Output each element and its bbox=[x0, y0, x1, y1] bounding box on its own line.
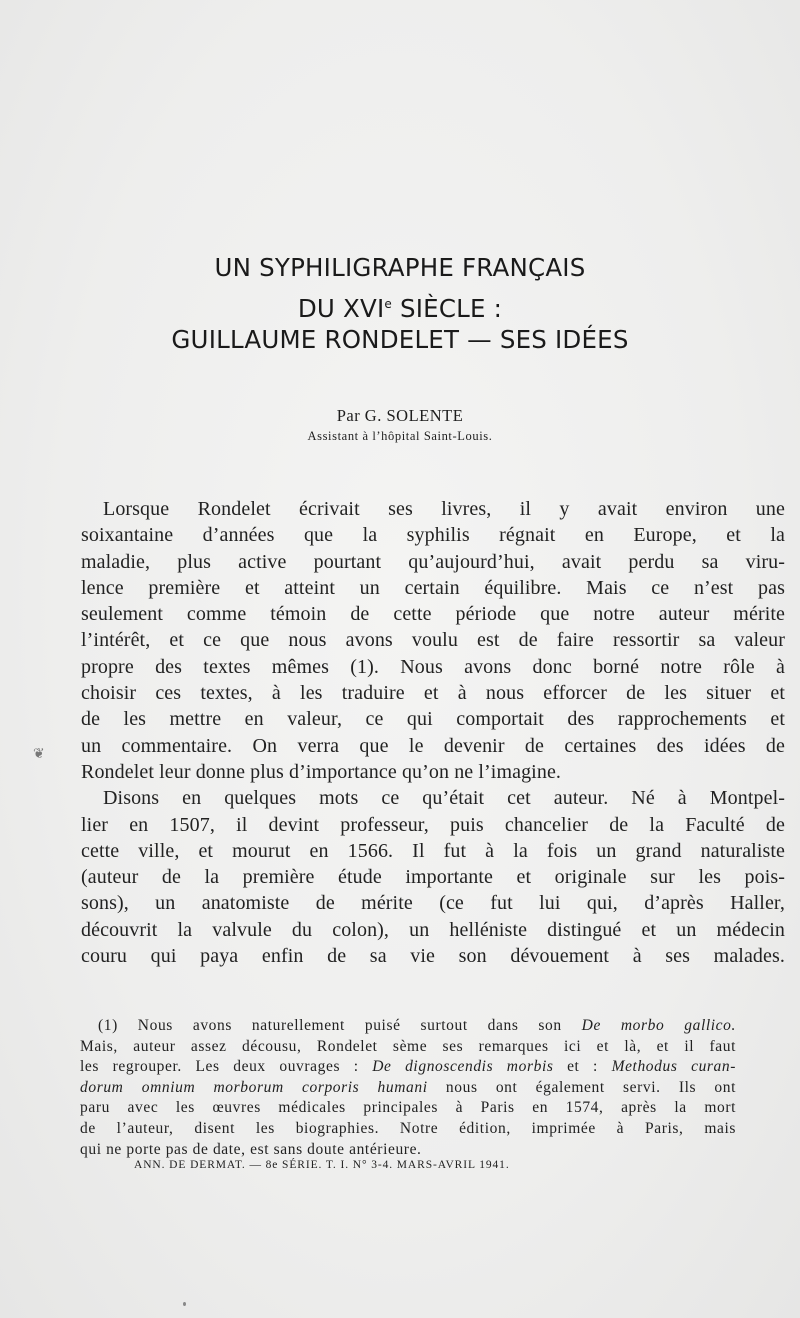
footnote-italic: De dignoscendis morbis bbox=[372, 1058, 554, 1076]
footnote-line: Mais, auteur assez décousu, Rondelet sème ses remarques ici et là, et il faut bbox=[80, 1037, 736, 1055]
footnote-line bbox=[80, 1078, 736, 1099]
body-line: choisir ces textes, à les traduire et à nous efforcer de les situer et bbox=[81, 682, 785, 705]
body-line: lier en 1507, il devint professeur, puis chancelier de la Faculté de bbox=[81, 813, 785, 836]
title-line-2 bbox=[0, 286, 800, 322]
footnote-text: et : bbox=[553, 1058, 612, 1076]
footnote bbox=[80, 1016, 736, 1160]
body-line: Lorsque Rondelet écrivait ses livres, il y avait environ une bbox=[103, 498, 785, 520]
footnote-italic: dorum omnium morborum corporis humani bbox=[80, 1078, 428, 1096]
body-line: cette ville, et mourut en 1566. Il fut à la fois un grand naturaliste bbox=[81, 839, 785, 862]
footnote-line bbox=[80, 1016, 736, 1037]
footnote-italic: De morbo gallico. bbox=[581, 1017, 736, 1034]
body-line: un commentaire. On verra que le devenir de certaines des idées de bbox=[81, 734, 785, 757]
body-line: de les mettre en valeur, ce qui comportait des rapprochements et bbox=[81, 708, 785, 731]
footnote-text: (1) Nous avons naturellement puisé surtout dans son bbox=[98, 1017, 582, 1034]
body-line: maladie, plus active pourtant qu’aujourd’hui, avait perdu sa viru- bbox=[81, 550, 785, 573]
byline bbox=[0, 405, 800, 445]
article-body bbox=[81, 496, 785, 969]
body-line: l’intérêt, et ce que nous avons voulu est de faire ressortir sa valeur bbox=[81, 629, 785, 652]
body-line: couru qui paya enfin de sa vie son dévouement à ses malades. bbox=[81, 945, 785, 968]
author-name: Par G. SOLENTE bbox=[336, 406, 464, 425]
title-line-1: UN SYPHILIGRAPHE FRANÇAIS bbox=[214, 253, 586, 282]
footnote-text: nous ont également servi. Ils ont bbox=[427, 1078, 736, 1096]
body-line: soixantaine d’années que la syphilis régnait en Europe, et la bbox=[81, 524, 785, 547]
body-line: Rondelet leur donne plus d’importance qu’on ne l’imagine. bbox=[81, 760, 562, 783]
article-title bbox=[0, 250, 800, 358]
body-line: Disons en quelques mots ce qu’était cet auteur. Né à Montpel- bbox=[103, 787, 785, 810]
body-line: découvrit la valvule du colon), un helléniste distingué et un médecin bbox=[81, 918, 785, 941]
paper-speck bbox=[183, 1302, 186, 1306]
body-line: propre des textes mêmes (1). Nous avons donc borné notre rôle à bbox=[81, 655, 785, 678]
footnote-line: paru avec les œuvres médicales principales à Paris en 1574, après la mort bbox=[80, 1099, 736, 1117]
footnote-line: de l’auteur, disent les biographies. Notre édition, imprimée à Paris, mais bbox=[80, 1119, 736, 1137]
title-line-2-start: DU XVI bbox=[297, 294, 385, 323]
body-line: sons), un anatomiste de mérite (ce fut lui qui, d’après Haller, bbox=[81, 892, 785, 915]
footnote-italic: Methodus curan- bbox=[611, 1058, 737, 1076]
footnote-line bbox=[80, 1057, 736, 1078]
title-line-3: GUILLAUME RONDELET — SES IDÉES bbox=[171, 325, 629, 354]
margin-mark: ❦ bbox=[33, 747, 45, 762]
author-affiliation: Assistant à l’hôpital Saint-Louis. bbox=[307, 429, 493, 443]
footnote-text: les regrouper. Les deux ouvrages : bbox=[80, 1058, 373, 1076]
body-line: seulement comme témoin de cette période que notre auteur mérite bbox=[81, 603, 785, 626]
body-line: (auteur de la première étude importante et originale sur les pois- bbox=[81, 866, 785, 889]
footnote-line: qui ne porte pas de date, est sans doute antérieure. bbox=[80, 1140, 422, 1158]
body-line: lence première et atteint un certain équilibre. Mais ce n’est pas bbox=[81, 576, 785, 599]
title-superscript: e bbox=[384, 297, 393, 311]
journal-reference: ANN. DE DERMAT. — 8e SÉRIE. T. I. N° 3-4. MARS-AVRIL 1941. bbox=[134, 1159, 510, 1171]
title-line-2-end: SIÈCLE : bbox=[392, 294, 503, 323]
